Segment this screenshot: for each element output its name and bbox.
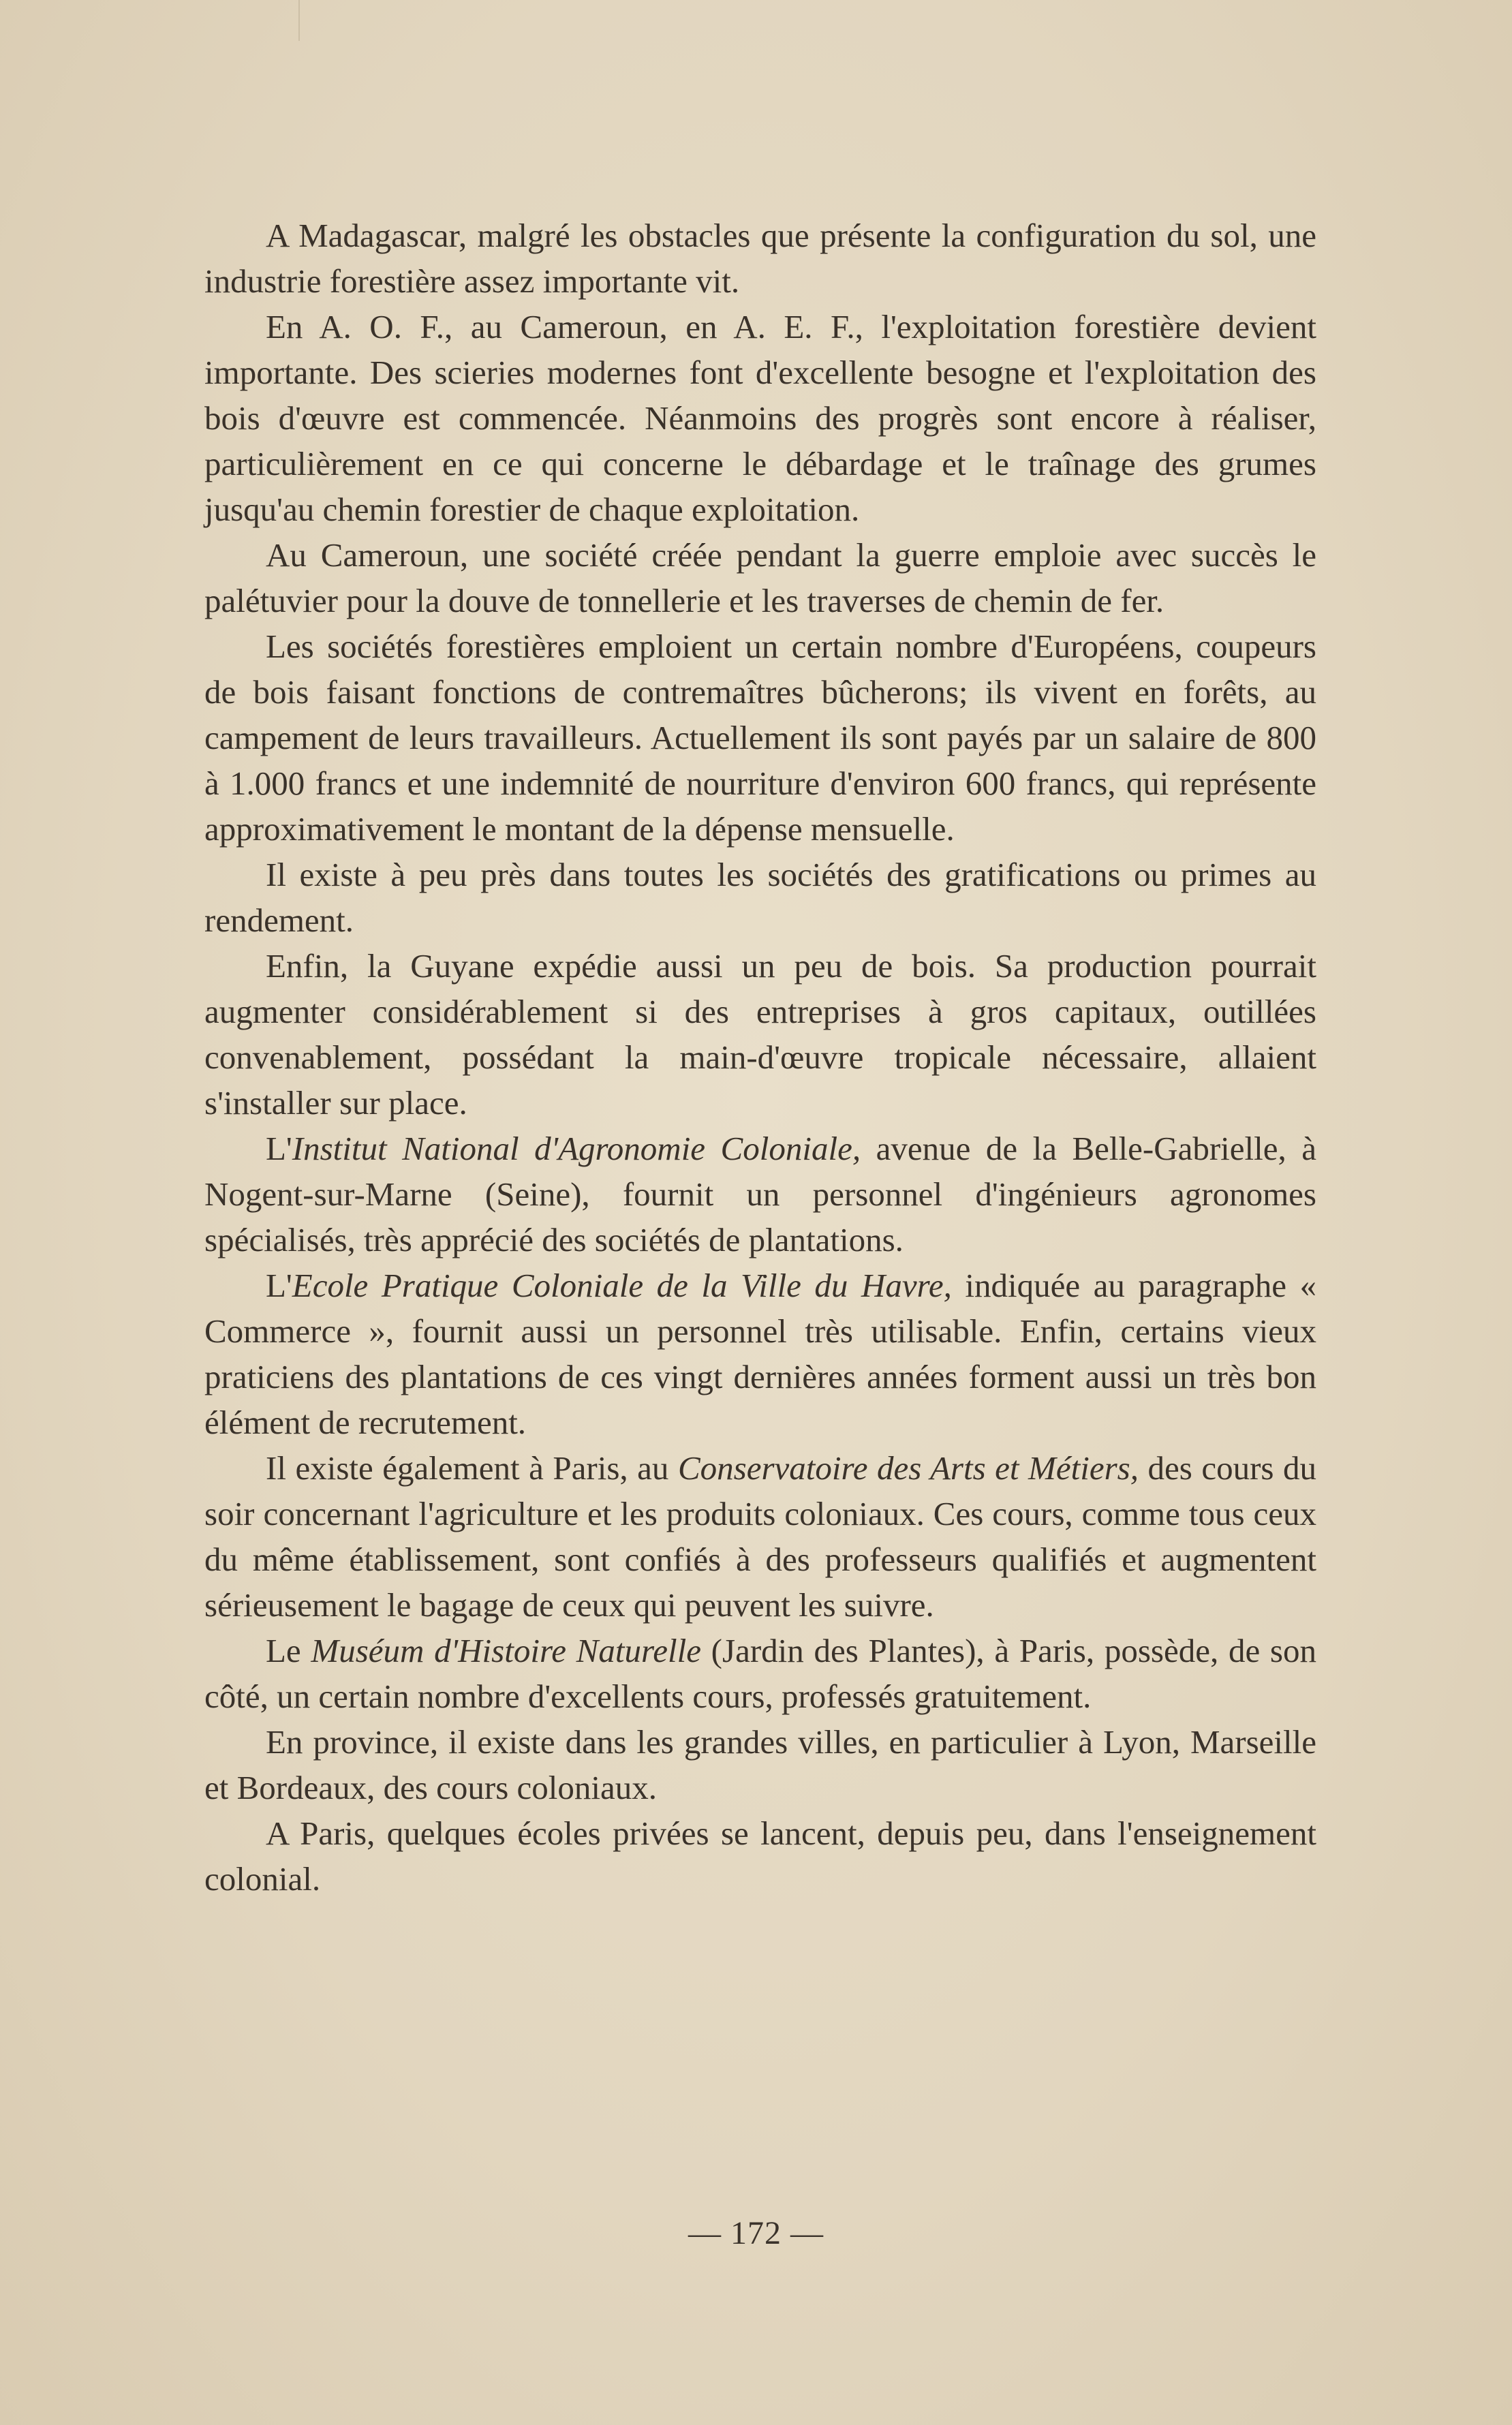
paragraph-province: En province, il existe dans les grandes villes, en particulier à Lyon, Marseille et Bordeaux, des cours coloniaux. [204,1723,1316,1806]
paragraph-museum: Le Muséum d'Histoire Naturelle (Jardin des Plantes), à Paris, possède, de son côté, un certain nombre d'excellents cours, professés gratuitement. [204,1632,1316,1715]
paragraph-ecoles-privees: A Paris, quelques écoles privées se lancent, depuis peu, dans l'enseignement colonial. [204,1814,1316,1898]
paragraph-madagascar: A Madagascar, malgré les obstacles que présente la configuration du sol, une industrie forestière assez importante vit. [204,217,1316,300]
paragraph-institut-agronomie: L'Institut National d'Agronomie Coloniale, avenue de la Belle-Gabrielle, à Nogent-sur-Marne (Seine), fournit un personnel d'ingénieurs agronomes spécialisés, très apprécié des sociétés de plantations. [204,1130,1316,1258]
paragraph-gratifications: Il existe à peu près dans toutes les sociétés des gratifications ou primes au rendement. [204,856,1316,939]
paragraph-aof-cameroun: En A. O. F., au Cameroun, en A. E. F., l'exploitation forestière devient importante. Des scieries modernes font d'excellente besogne et l'exploitation des bois d'œuvre est commencée. Néanmoins des progrès sont encore à réaliser, particulièrement en ce qui concerne le débardage et le traînage des grumes jusqu'au chemin forestier de chaque exploitation. [204,308,1316,528]
paragraph-conservatoire: Il existe également à Paris, au Conservatoire des Arts et Métiers, des cours du soir concernant l'agriculture et les produits coloniaux. Ces cours, comme tous ceux du même établissement, sont confiés à des professeurs qualifiés et augmentent sérieusement le bagage de ceux qui peuvent les suivre. [204,1449,1317,1624]
scan-edge-mark [298,0,300,41]
paragraph-ecole-pratique: L'Ecole Pratique Coloniale de la Ville du Havre, indiquée au paragraphe « Commerce », fournit aussi un personnel très utilisable. Enfin, certains vieux praticiens des plantations de ces vingt dernières années forment aussi un très bon élément de recrutement. [204,1267,1317,1441]
paragraph-societes-forestieres: Les sociétés forestières emploient un certain nombre d'Européens, coupeurs de bois faisant fonctions de contremaîtres bûcherons; ils vivent en forêts, au campement de leurs travailleurs. Actuellement ils sont payés par un salaire de 800 à 1.000 francs et une indemnité de nourriture d'environ 600 francs, qui représente approximativement le montant de la dépense mensuelle. [204,628,1316,848]
paragraph-cameroun-societe: Au Cameroun, une société créée pendant la guerre emploie avec succès le palétuvier pour la douve de tonnellerie et les traverses de chemin de fer. [204,536,1316,619]
paragraph-guyane: Enfin, la Guyane expédie aussi un peu de bois. Sa production pourrait augmenter considérablement si des entreprises à gros capitaux, outillées convenablement, possédant la main-d'œuvre tropicale nécessaire, allaient s'installer sur place. [204,947,1316,1122]
page-number: — 172 — [688,2215,824,2251]
body-text [204,213,1316,1902]
